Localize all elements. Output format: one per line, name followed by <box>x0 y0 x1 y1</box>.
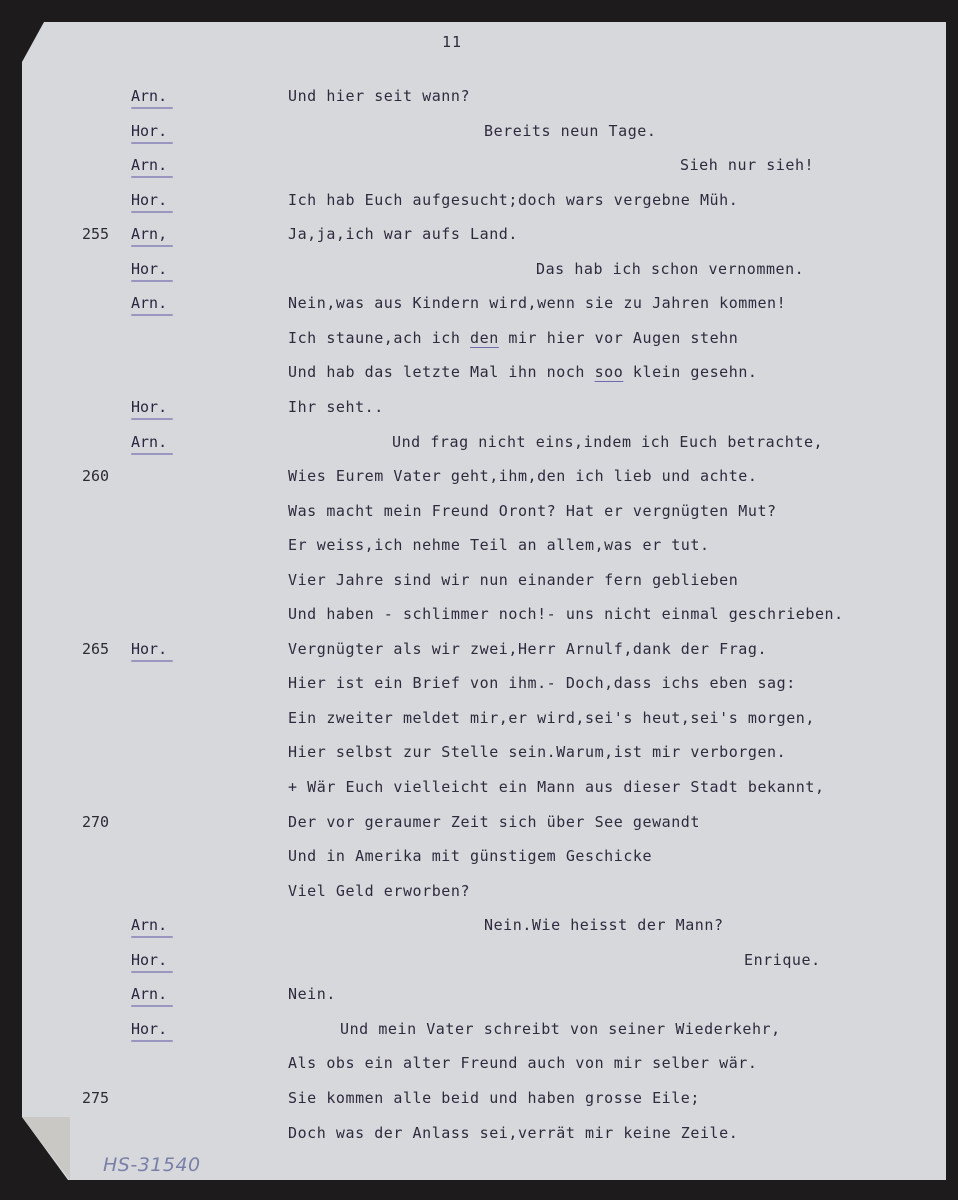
text-segment: Sie kommen alle beid und haben grosse Eile; <box>288 1088 700 1107</box>
verse-line <box>0 502 958 536</box>
text-segment: Vier Jahre sind wir nun einander fern geblieben <box>288 570 739 589</box>
speaker-underline <box>131 314 173 316</box>
speaker-underline <box>131 936 173 938</box>
speaker-underline <box>131 418 173 420</box>
verse-line <box>0 640 958 674</box>
verse-text <box>288 674 796 692</box>
text-segment: Und hab das letzte Mal ihn noch <box>288 363 595 382</box>
speaker-name: Arn, <box>131 225 168 244</box>
verse-line <box>0 605 958 639</box>
verse-line <box>0 87 958 121</box>
verse-line <box>0 225 958 259</box>
verse-text <box>288 1054 757 1072</box>
verse-text <box>340 1020 781 1038</box>
text-segment: Und in Amerika mit günstigem Geschicke <box>288 847 653 866</box>
speaker-underline <box>131 245 173 247</box>
verse-line <box>0 1089 958 1123</box>
verse-line <box>0 813 958 847</box>
verse-line <box>0 847 958 881</box>
speaker-name: Arn. <box>131 985 168 1004</box>
verse-line <box>0 398 958 432</box>
verse-line <box>0 536 958 570</box>
verse-text <box>288 778 825 796</box>
text-segment: Viel Geld erworben? <box>288 881 471 900</box>
text-segment: Und hier seit wann? <box>288 87 471 105</box>
text-segment: klein gesehn. <box>623 363 758 382</box>
speaker-label <box>131 260 167 278</box>
text-segment: Nein.Wie heisst der Mann? <box>484 916 724 935</box>
speaker-name: Arn. <box>131 294 168 313</box>
line-number: 265 <box>82 639 110 658</box>
verse-line <box>0 329 958 363</box>
verse-line <box>0 778 958 812</box>
speaker-label <box>131 191 167 209</box>
text-segment: Und haben - schlimmer noch!- uns nicht einmal geschrieben. <box>288 605 844 624</box>
verse-line <box>0 1124 958 1158</box>
verse-line <box>0 191 958 225</box>
verse-line <box>0 294 958 328</box>
text-segment: Er weiss,ich nehme Teil an allem,was er tut. <box>288 536 710 555</box>
verse-line <box>0 985 958 1019</box>
verse-text <box>288 847 652 865</box>
text-segment: Bereits neun Tage. <box>484 121 657 140</box>
verse-line <box>0 1054 958 1088</box>
verse-text <box>288 363 757 381</box>
verse-text <box>288 709 815 727</box>
verse-text <box>680 156 814 174</box>
text-segment: Und mein Vater schreibt von seiner Wiederkehr, <box>340 1019 781 1038</box>
speaker-name: Hor. <box>131 639 168 658</box>
verse-text <box>288 87 470 105</box>
speaker-name: Hor. <box>131 121 168 140</box>
verse-line <box>0 1020 958 1054</box>
verse-text <box>392 433 823 451</box>
text-segment: Was macht mein Freund Oront? Hat er vergnügten Mut? <box>288 501 777 520</box>
verse-text <box>744 951 821 969</box>
line-number: 270 <box>82 812 110 831</box>
line-number: 275 <box>82 1088 110 1107</box>
text-segment: Ein zweiter meldet mir,er wird,sei's heut,sei's morgen, <box>288 708 815 727</box>
verse-line <box>0 916 958 950</box>
verse-text <box>484 916 724 934</box>
verse-text <box>288 813 700 831</box>
text-segment: Ihr seht.. <box>288 397 384 416</box>
verse-line <box>0 260 958 294</box>
text-segment: Hier selbst zur Stelle sein.Warum,ist mir verborgen. <box>288 743 787 762</box>
speaker-underline <box>131 280 173 282</box>
speaker-label <box>131 433 167 451</box>
text-segment: + Wär Euch vielleicht ein Mann aus dieser Stadt bekannt, <box>288 778 825 796</box>
verse-text <box>288 467 757 485</box>
speaker-name: Hor. <box>131 259 168 278</box>
verse-text <box>484 122 656 140</box>
verse-text <box>288 1124 738 1142</box>
speaker-underline <box>131 1005 173 1007</box>
verse-line <box>0 156 958 190</box>
speaker-underline <box>131 660 173 662</box>
verse-text <box>536 260 804 278</box>
verse-line <box>0 743 958 777</box>
text-segment: Nein. <box>288 985 336 1004</box>
verse-line <box>0 571 958 605</box>
verse-line <box>0 709 958 743</box>
speaker-underline <box>131 971 173 973</box>
text-segment: Und frag nicht eins,indem ich Euch betrachte, <box>392 432 824 451</box>
speaker-underline <box>131 453 173 455</box>
speaker-underline <box>131 176 173 178</box>
speaker-name: Arn. <box>131 156 168 175</box>
archive-shelfmark: HS-31540 <box>103 1154 201 1176</box>
page-number: 11 <box>442 33 463 51</box>
verse-text <box>288 640 767 658</box>
verse-line <box>0 433 958 467</box>
text-segment: mir hier vor Augen stehn <box>498 328 739 347</box>
speaker-label <box>131 156 167 174</box>
verse-text <box>288 191 738 209</box>
speaker-name: Arn. <box>131 87 168 105</box>
text-segment: Doch was der Anlass sei,verrät mir keine Zeile. <box>288 1123 739 1142</box>
speaker-name: Arn. <box>131 432 168 451</box>
text-segment: Das hab ich schon vernommen. <box>536 259 805 278</box>
speaker-label <box>131 916 167 934</box>
text-segment: Enrique. <box>744 950 821 969</box>
text-segment: Sieh nur sieh! <box>680 156 815 175</box>
verse-text <box>288 225 518 243</box>
speaker-name: Hor. <box>131 1019 168 1038</box>
text-segment: Nein,was aus Kindern wird,wenn sie zu Jahren kommen! <box>288 294 787 313</box>
verse-text <box>288 882 470 900</box>
speaker-label <box>131 225 167 243</box>
speaker-underline <box>131 142 173 144</box>
speaker-label <box>131 1020 167 1038</box>
speaker-name: Hor. <box>131 950 168 969</box>
text-segment: Vergnügter als wir zwei,Herr Arnulf,dank der Frag. <box>288 639 768 658</box>
underlined-word: den <box>470 328 499 347</box>
underlined-word: soo <box>594 363 624 382</box>
verse-text <box>288 571 738 589</box>
speaker-underline <box>131 1040 173 1042</box>
speaker-underline <box>131 211 173 213</box>
line-number: 260 <box>82 467 110 485</box>
verse-line <box>0 363 958 397</box>
speaker-label <box>131 951 167 969</box>
verse-line <box>0 674 958 708</box>
verse-text <box>288 536 710 554</box>
text-segment: Ich hab Euch aufgesucht;doch wars vergebne Müh. <box>288 190 739 209</box>
text-segment: Wies Eurem Vater geht,ihm,den ich lieb und achte. <box>288 467 758 485</box>
speaker-label <box>131 985 167 1003</box>
speaker-label <box>131 398 167 416</box>
verse-text <box>288 1089 700 1107</box>
line-number: 255 <box>82 225 110 244</box>
text-segment: Hier ist ein Brief von ihm.- Doch,dass ichs eben sag: <box>288 674 796 693</box>
verse-line <box>0 467 958 501</box>
speaker-name: Arn. <box>131 916 168 935</box>
verse-text <box>288 329 738 347</box>
verse-text <box>288 502 777 520</box>
text-segment: Der vor geraumer Zeit sich über See gewandt <box>288 812 700 831</box>
speaker-underline <box>131 107 173 109</box>
speaker-label <box>131 294 167 312</box>
speaker-label <box>131 640 167 658</box>
speaker-name: Hor. <box>131 190 168 209</box>
verse-text <box>288 398 384 416</box>
speaker-name: Hor. <box>131 397 168 416</box>
verse-text <box>288 294 786 312</box>
verse-text <box>288 605 844 623</box>
verse-text <box>288 743 786 761</box>
verse-line <box>0 951 958 985</box>
speaker-label <box>131 87 167 105</box>
verse-line <box>0 122 958 156</box>
text-segment: Als obs ein alter Freund auch von mir selber wär. <box>288 1054 758 1073</box>
verse-line <box>0 882 958 916</box>
speaker-label <box>131 122 167 140</box>
text-segment: Ich staune,ach ich <box>288 328 471 347</box>
text-segment: Ja,ja,ich war aufs Land. <box>288 225 518 244</box>
verse-text <box>288 985 336 1003</box>
